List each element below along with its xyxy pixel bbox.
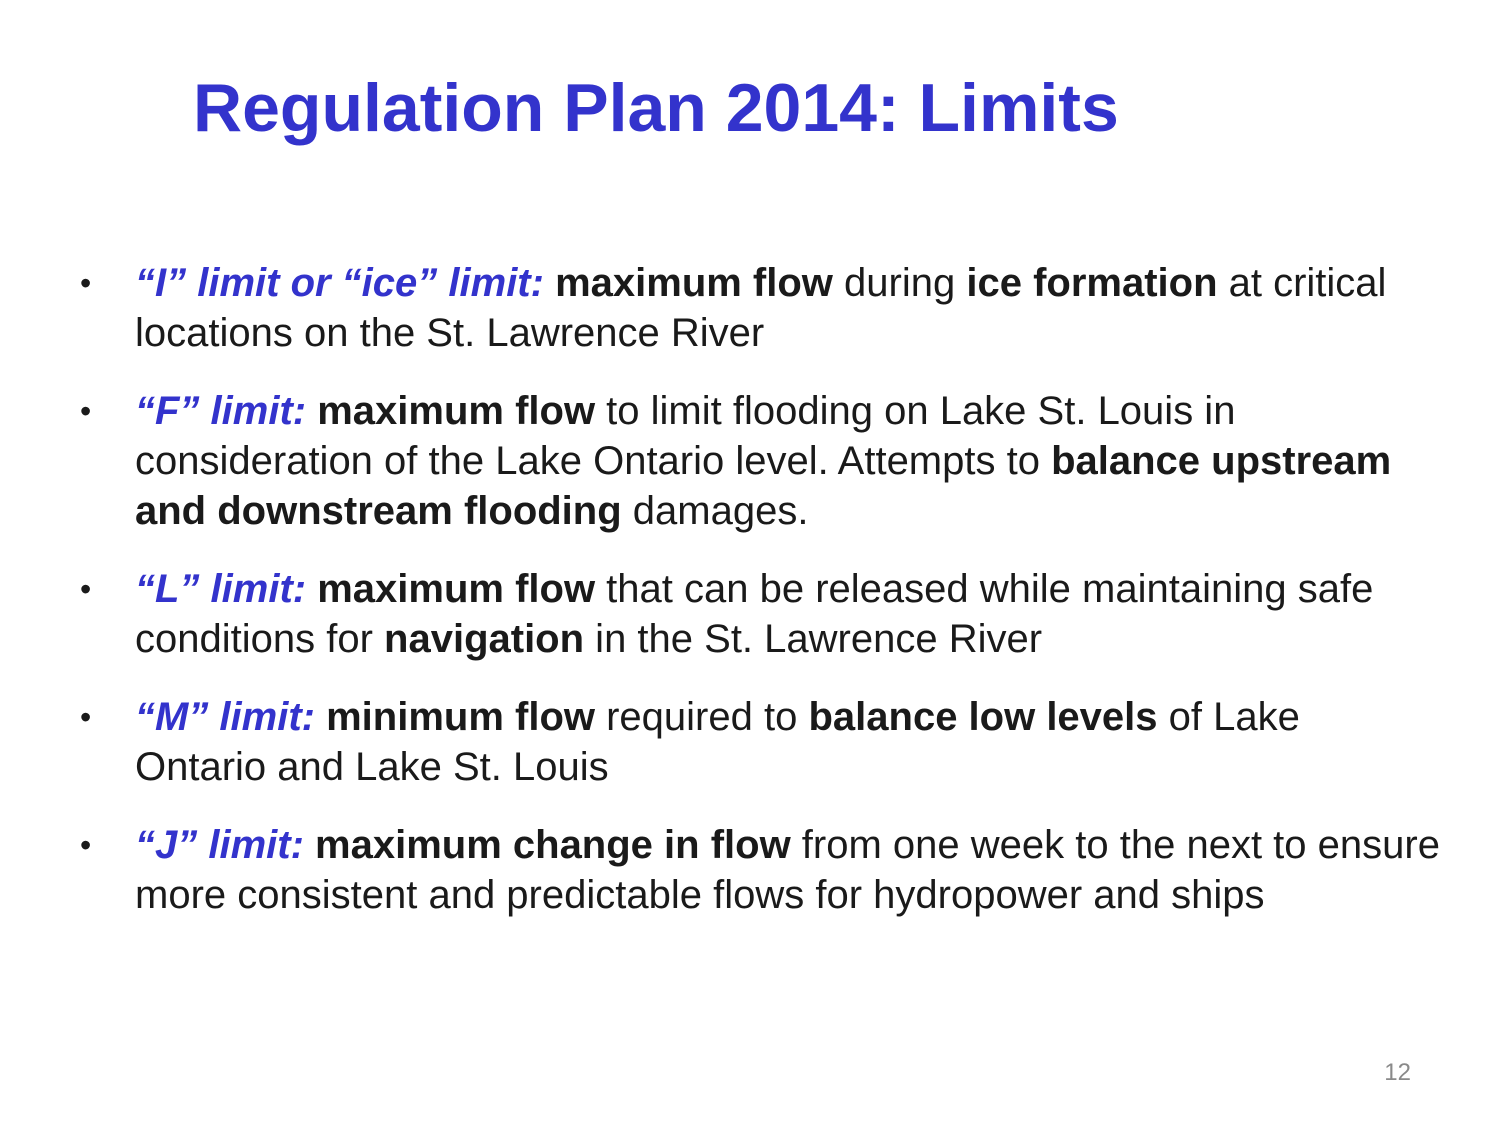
bold-text: maximum flow [317, 567, 596, 611]
body-text: of Lake Ontario and Lake St. Louis [135, 695, 1300, 789]
bullet-list [0, 258, 1500, 948]
bold-text: maximum flow [555, 261, 833, 305]
body-text: from one week to the next to ensure more consistent and predictable flows for hydropower and ships [135, 823, 1440, 917]
body-text [544, 261, 555, 305]
body-text [306, 567, 317, 611]
bold-text: ice formation [966, 261, 1218, 305]
bullet-item [0, 692, 1500, 792]
body-text: required to [595, 695, 809, 739]
bullet-point-icon: • [80, 699, 92, 735]
bullet-item [0, 564, 1500, 664]
slide-title: Regulation Plan 2014: Limits [193, 70, 1119, 146]
limit-term: “L” limit: [135, 567, 307, 611]
body-text [315, 695, 326, 739]
bold-text: minimum flow [326, 695, 595, 739]
bold-text: balance low levels [808, 695, 1158, 739]
body-text: in the St. Lawrence River [584, 617, 1043, 661]
bullet-point-icon: • [80, 571, 92, 607]
limit-term: “I” limit or “ice” limit: [135, 261, 544, 305]
bold-text: maximum flow [317, 389, 596, 433]
body-text: damages. [621, 489, 809, 533]
bullet-point-icon: • [80, 393, 92, 429]
limit-term: “F” limit: [135, 389, 307, 433]
body-text [306, 389, 317, 433]
body-text: that can be released while maintaining safe conditions for [135, 567, 1374, 661]
body-text: during [832, 261, 967, 305]
bold-text: navigation [384, 617, 585, 661]
bullet-item [0, 258, 1500, 358]
limit-term: “M” limit: [135, 695, 315, 739]
bullet-point-icon: • [80, 265, 92, 301]
bullet-item [0, 820, 1500, 920]
body-text: at critical locations on the St. Lawrence River [135, 261, 1387, 355]
bold-text: balance upstream and downstream flooding [135, 439, 1392, 533]
bullet-point-icon: • [80, 827, 92, 863]
bullet-item [0, 386, 1500, 536]
bold-text: maximum change in flow [315, 823, 791, 867]
body-text [304, 823, 315, 867]
body-text: to limit flooding on Lake St. Louis in consideration of the Lake Ontario level. Attempts to [135, 389, 1236, 483]
page-number: 12 [1384, 1059, 1411, 1086]
limit-term: “J” limit: [135, 823, 304, 867]
